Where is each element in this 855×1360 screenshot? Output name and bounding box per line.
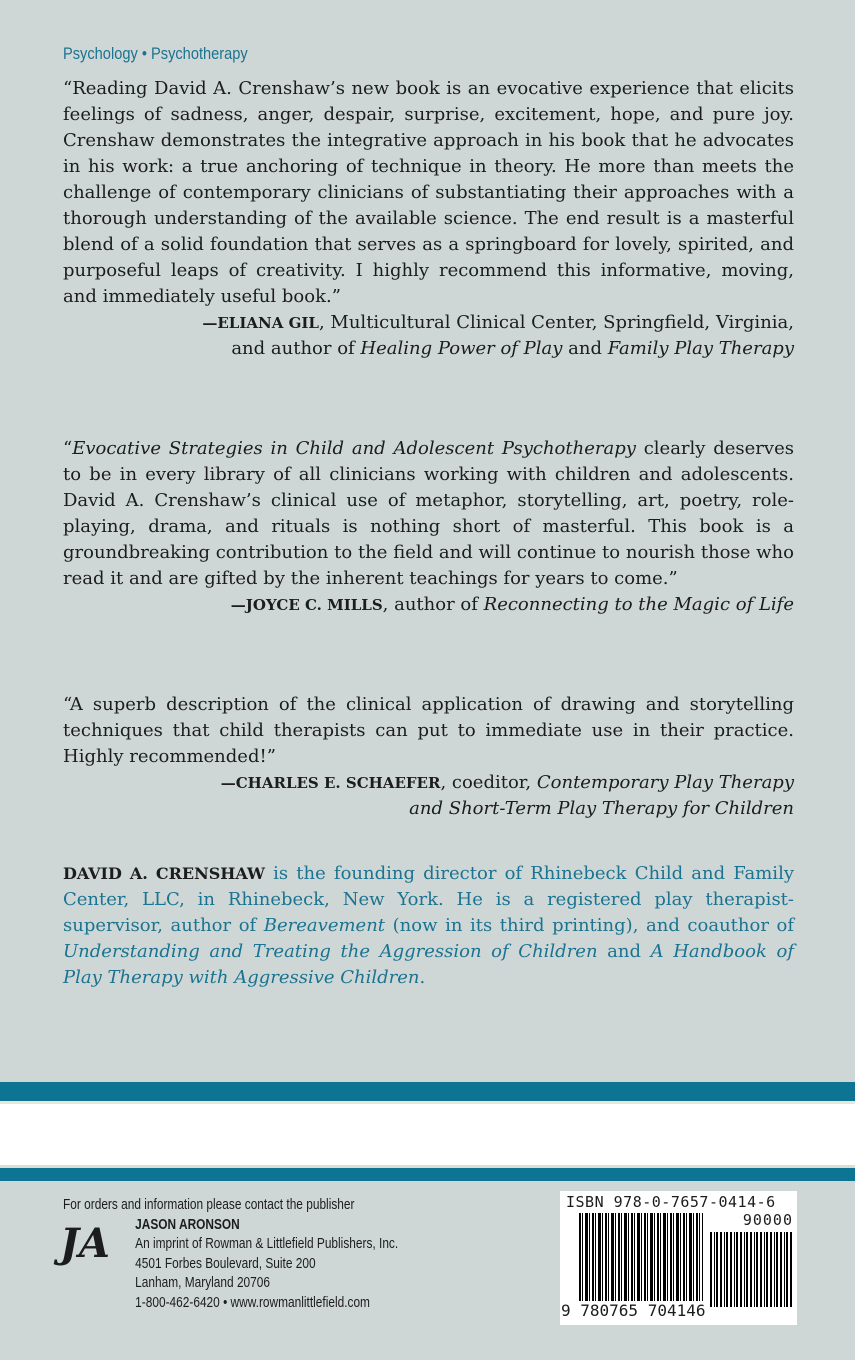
affiliation: , author of (382, 594, 484, 615)
attribution (63, 770, 794, 822)
barcode-digits: 9 780765 704146 (561, 1301, 706, 1320)
barcode (560, 1191, 797, 1325)
publisher-intro: For orders and information please contact the publisher (63, 1197, 355, 1213)
bio-text: is the founding director of Rhinebeck Child and Family Center, LLC, in Rhinebeck, New York. He is a registered play therapist-supervisor, author of (63, 863, 794, 936)
book-title: Evocative Strategies in Child and Adolescent Psychotherapy (72, 438, 636, 459)
publisher-info (63, 1196, 473, 1313)
endorsement-schaefer (63, 692, 794, 822)
bio-text: and (597, 941, 651, 962)
quote-text (63, 436, 794, 592)
endorser-name: —JOYCE C. MILLS (230, 596, 383, 614)
book-title: Short-Term Play Therapy for Children (448, 798, 794, 819)
author-name: DAVID A. CRENSHAW (63, 864, 265, 883)
bio-text: (now in its third printing), and coauthor of (385, 915, 795, 936)
quote-mark: “ (63, 438, 73, 459)
attribution (63, 310, 794, 362)
isbn-text: ISBN 978-0-7657-0414-6 (566, 1193, 776, 1211)
attribution-text: and author of (231, 338, 361, 359)
publisher-name: JASON ARONSON (135, 1216, 240, 1233)
attribution (63, 592, 794, 618)
endorser-name: —CHARLES E. SCHAEFER (220, 774, 441, 792)
affiliation: , Multicultural Clinical Center, Springfield, Virginia, (318, 312, 794, 333)
bio-text: . (419, 967, 426, 988)
publisher-logo-icon: JA (60, 1220, 110, 1267)
barcode-bars (579, 1213, 703, 1303)
book-title: Understanding and Treating the Aggression of Children (63, 941, 598, 962)
publisher-contact: 1-800-462-6420 • www.rowmanlittlefield.com (135, 1294, 370, 1311)
endorsement-mills (63, 436, 794, 618)
endorsement-gil (63, 76, 794, 362)
endorser-name: —ELIANA GIL (202, 314, 319, 332)
price-addon: 90000 (742, 1211, 793, 1229)
publisher-imprint: An imprint of Rowman & Littlefield Publishers, Inc. (135, 1236, 399, 1252)
book-title: Contemporary Play Therapy (536, 772, 794, 793)
attribution-text: and (409, 798, 449, 819)
book-title: A Handbook of Play Therapy with Aggressive Children (63, 941, 794, 988)
author-bio (63, 861, 794, 991)
quote-text: “A superb description of the clinical application of drawing and storytelling techniques that child therapists can put to immediate use in their practice. Highly recommended!” (63, 694, 794, 767)
white-band (0, 1104, 855, 1166)
addon-bars (710, 1232, 792, 1307)
category-label: Psychology • Psychotherapy (63, 44, 248, 63)
quote-text: “Reading David A. Crenshaw’s new book is an evocative experience that elicits feelings of sadness, anger, despair, surprise, excitement, hope, and pure joy. Crenshaw demonstrates the integrative approach in his book that he advocates in his work: a true anchoring of technique in theory. He more than meets the challenge of contemporary clinicians of substantiating their approaches with a thorough understanding of the available science. The end result is a masterful blend of a solid foundation that serves as a springboard for lovely, spirited, and purposeful leaps of creativity. I highly recommend this informative, moving, and immediately useful book.” (63, 78, 794, 307)
book-title: Family Play Therapy (607, 338, 794, 359)
book-title: Healing Power of Play (360, 338, 563, 359)
affiliation: , coeditor, (440, 772, 537, 793)
quote-body: clearly deserves to be in every library of all clinicians working with children and adolescents. David A. Crenshaw’s clinical use of metaphor, storytelling, art, poetry, role-playing, drama, and rituals is nothing short of masterful. This book is a groundbreaking contribution to the field and will continue to nourish those who read it and are gifted by the inherent teachings for years to come.” (63, 438, 794, 589)
teal-band-bottom (0, 1168, 855, 1181)
publisher-address: 4501 Forbes Boulevard, Suite 200 (135, 1255, 316, 1272)
publisher-city: Lanham, Maryland 20706 (135, 1275, 271, 1291)
book-title: Reconnecting to the Magic of Life (483, 594, 794, 615)
attribution-text: and (562, 338, 608, 359)
book-title: Bereavement (263, 915, 386, 936)
teal-band-top (0, 1082, 855, 1101)
